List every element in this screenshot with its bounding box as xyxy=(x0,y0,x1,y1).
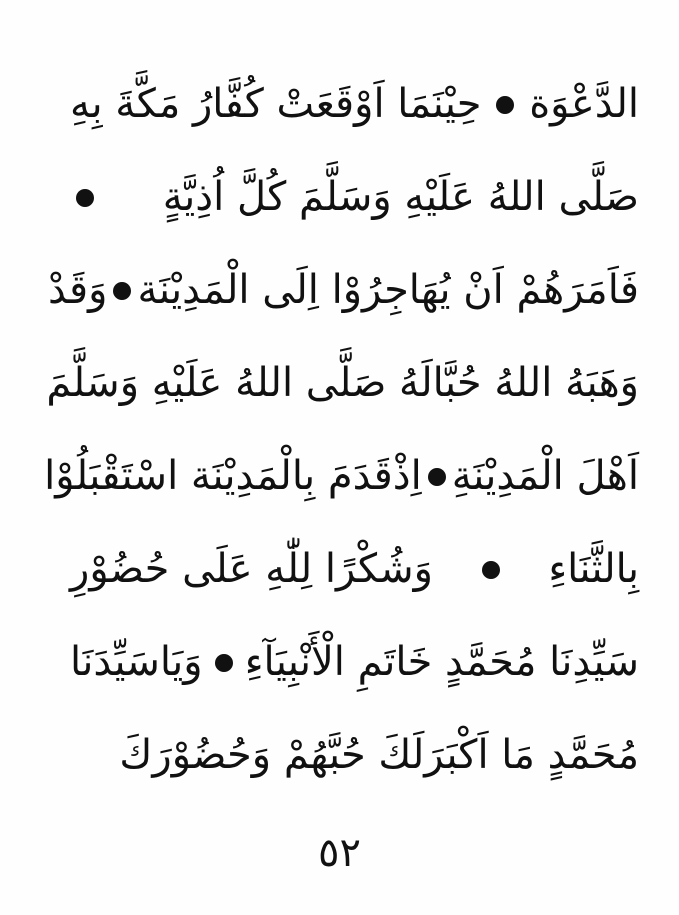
text-segment: حِيْنَمَا اَوْقَعَتْ كُفَّارُ مَكَّةَ بِهِ xyxy=(70,81,482,127)
text-segment: مُحَمَّدٍ مَا اَكْبَرَلَكَ حُبَّهُمْ وَحُضُوْرَكَ xyxy=(119,732,639,778)
verse-separator-dot xyxy=(113,282,131,300)
text-segment: بِالثَّنَاءِ xyxy=(548,546,639,592)
text-line-1 xyxy=(70,58,639,151)
text-segment: اَهْلَ الْمَدِيْنَةِ xyxy=(451,453,639,499)
text-segment: فَاَمَرَهُمْ اَنْ يُهَاجِرُوْا اِلَى الْمَدِيْنَة xyxy=(137,267,639,313)
text-line-6 xyxy=(70,523,639,616)
text-segment: وَشُكْرًا لِلّٰهِ عَلَى حُضُوْرِ xyxy=(70,546,433,592)
text-segment: صَلَّى اللهُ عَلَيْهِ وَسَلَّمَ كُلَّ اُذِيَّةٍ xyxy=(162,174,639,220)
text-line-2 xyxy=(70,151,639,244)
text-line-4 xyxy=(46,337,639,430)
verse-separator-dot xyxy=(496,96,514,114)
text-segment: وَهَبَهُ اللهُ حُبَّالَهُ صَلَّى اللهُ عَلَيْهِ وَسَلَّمَ xyxy=(46,360,639,406)
text-segment: سَيِّدِنَا مُحَمَّدٍ خَاتَمِ الْأَنْبِيَآءِ xyxy=(244,639,639,685)
text-segment: الدَّعْوَة xyxy=(529,81,639,127)
verse-separator-dot xyxy=(428,468,446,486)
text-segment: وَقَدْ xyxy=(48,267,108,313)
verse-separator-dot xyxy=(76,189,94,207)
text-line-5 xyxy=(44,430,639,523)
text-line-7 xyxy=(70,616,639,709)
arabic-text-block xyxy=(44,58,639,802)
verse-separator-dot xyxy=(215,654,233,672)
verse-separator-dot xyxy=(482,561,500,579)
text-segment: وَيَاسَيِّدَنَا xyxy=(70,639,203,685)
text-segment: اِذْقَدَمَ بِالْمَدِيْنَة اسْتَقْبَلُوْا xyxy=(44,453,422,499)
page-number: ٥٢ xyxy=(318,830,361,876)
text-line-3 xyxy=(48,244,639,337)
text-line-8 xyxy=(70,709,639,802)
